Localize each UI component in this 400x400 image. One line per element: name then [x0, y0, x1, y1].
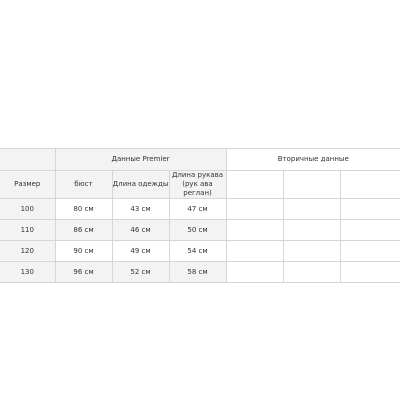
length-cell: 43 см — [112, 199, 169, 220]
sleeve-cell: 58 см — [169, 262, 226, 283]
length-cell: 52 см — [112, 262, 169, 283]
sleeve-column-header: Длина рукава (рук ава реглан) — [169, 171, 226, 199]
secondary-cell — [283, 241, 340, 262]
secondary-cell — [226, 199, 283, 220]
secondary-cell — [226, 220, 283, 241]
table-row — [0, 220, 400, 241]
table-row — [0, 241, 400, 262]
chest-cell: 90 см — [55, 241, 112, 262]
secondary-cell — [283, 262, 340, 283]
chest-cell: 86 см — [55, 220, 112, 241]
secondary-cell — [283, 199, 340, 220]
secondary-cell — [340, 262, 400, 283]
secondary-cell — [340, 199, 400, 220]
table-row — [0, 262, 400, 283]
chest-column-header: бюст — [55, 171, 112, 199]
secondary-col-3-header — [340, 171, 400, 199]
length-cell: 46 см — [112, 220, 169, 241]
length-column-header: Длина одежды — [112, 171, 169, 199]
secondary-cell — [283, 220, 340, 241]
size-column-header: Размер — [0, 171, 55, 199]
header-row-columns — [0, 171, 400, 199]
size-cell: 130 — [0, 262, 55, 283]
secondary-cell — [340, 220, 400, 241]
secondary-cell — [226, 241, 283, 262]
group-secondary-header: Вторичные данные — [226, 149, 400, 171]
length-cell: 49 см — [112, 241, 169, 262]
secondary-col-2-header — [283, 171, 340, 199]
chest-cell: 96 см — [55, 262, 112, 283]
secondary-cell — [340, 241, 400, 262]
size-cell: 100 — [0, 199, 55, 220]
secondary-cell — [226, 262, 283, 283]
header-row-group — [0, 149, 400, 171]
chest-cell: 80 см — [55, 199, 112, 220]
size-cell: 120 — [0, 241, 55, 262]
sleeve-cell: 47 см — [169, 199, 226, 220]
table-row — [0, 199, 400, 220]
secondary-col-1-header — [226, 171, 283, 199]
sleeve-cell: 50 см — [169, 220, 226, 241]
size-table — [0, 148, 400, 283]
group-primary-header: Данные Premier — [55, 149, 226, 171]
empty-corner-cell — [0, 149, 55, 171]
size-cell: 110 — [0, 220, 55, 241]
sleeve-cell: 54 см — [169, 241, 226, 262]
